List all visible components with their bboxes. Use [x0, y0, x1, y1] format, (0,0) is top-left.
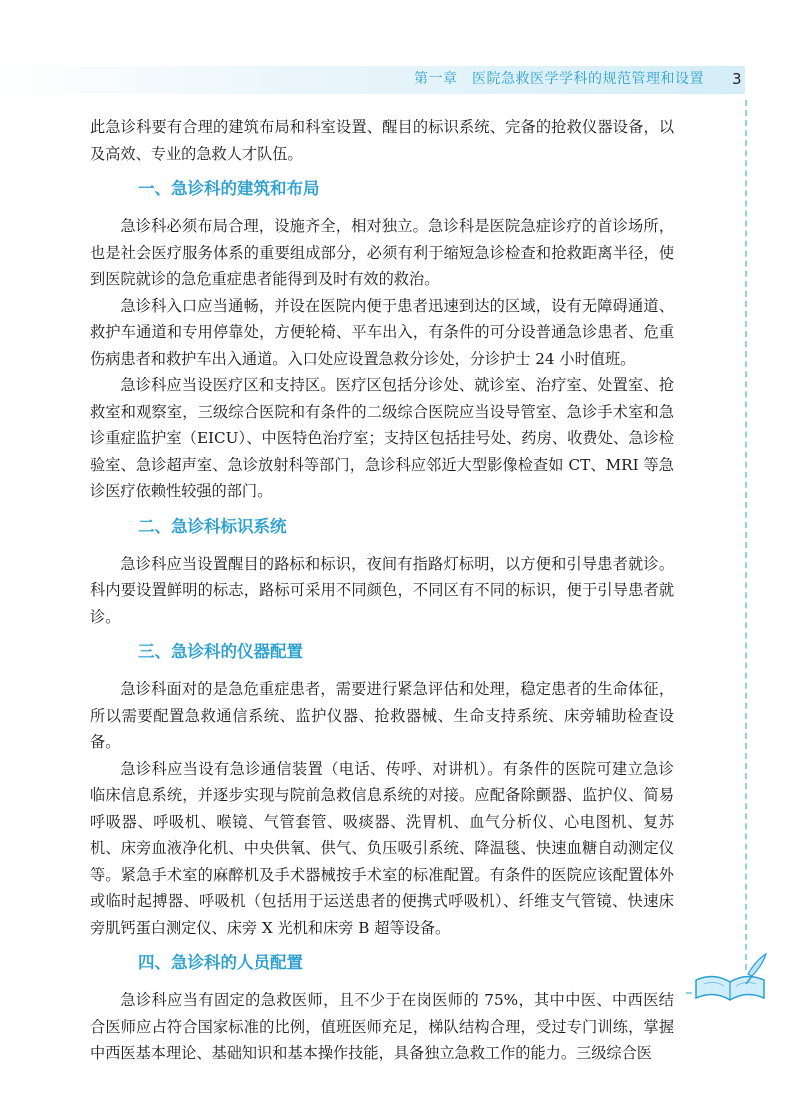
paragraph: 急诊科入口应当通畅，并设在医院内便于患者迅速到达的区域，设有无障碍通道、救护车通道和专用停靠处，方便轮椅、平车出入，有条件的可分设普通急诊患者、危重伤病患者和救护车出入通道。入口处应设置急救分诊处，分诊护士 24 小时值班。: [90, 296, 674, 368]
intro-paragraph: 此急诊科要有合理的建筑布局和科室设置、醒目的标识系统、完备的抢救仪器设备，以及高效、专业的急救人才队伍。: [90, 118, 674, 163]
page-number: 3: [732, 70, 742, 88]
paragraph: 急诊科应当设置醒目的路标和标识，夜间有指路灯标明，以方便和引导患者就诊。科内要设置鲜明的标志，路标可采用不同颜色，不同区有不同的标识，便于引导患者就诊。: [90, 554, 674, 626]
chapter-title: 第一章 医院急救医学学科的规范管理和设置: [414, 71, 704, 87]
section-heading: 四、急诊科的人员配置: [138, 953, 303, 972]
paragraph: 急诊科应当有固定的急救医师，且不少于在岗医师的 75%，其中中医、中西医结合医师应占符合国家标准的比例，值班医师充足，梯队结构合理，受过专门训练，掌握中西医基本理论、基础知识和基本操作技能，具备独立急救工作的能力。三级综合医: [90, 991, 674, 1062]
section-heading: 一、急诊科的建筑和布局: [138, 179, 320, 198]
paragraph: 急诊科必须布局合理，设施齐全，相对独立。急诊科是医院急症诊疗的首诊场所，也是社会医疗服务体系的重要组成部分，必须有利于缩短急诊检查和抢救距离半径，使到医院就诊的急危重症患者能得到及时有效的救治。: [90, 217, 674, 288]
section-heading: 三、急诊科的仪器配置: [138, 642, 303, 661]
section-heading: 二、急诊科标识系统: [138, 516, 287, 536]
paragraph: 急诊科面对的是急危重症患者，需要进行紧急评估和处理，稳定患者的生命体征，所以需要配置急救通信系统、监护仪器、抢救器械、生命支持系统、床旁辅助检查设备。: [90, 680, 674, 751]
margin-dashed-line: [745, 100, 747, 970]
book-quill-icon: [690, 952, 770, 1004]
paragraph: 急诊科应当设医疗区和支持区。医疗区包括分诊处、就诊室、治疗室、处置室、抢救室和观察室，三级综合医院和有条件的二级综合医院应当设导管室、急诊手术室和急诊重症监护室（EICU）、中医特色治疗室；支持区包括挂号处、药房、收费处、急诊检验室、急诊超声室、急诊放射科等部门，急诊科应邻近大型影像检查如 CT、MRI 等急诊医疗依赖性较强的部门。: [90, 376, 674, 500]
paragraph: 急诊科应当设有急诊通信装置（电话、传呼、对讲机）。有条件的医院可建立急诊临床信息系统，并逐步实现与院前急救信息系统的对接。应配备除颤器、监护仪、简易呼吸器、呼吸机、喉镜、气管套管、吸痰器、洗胃机、血气分析仪、心电图机、复苏机、床旁血液净化机、中央供氧、供气、负压吸引系统、降温毯、快速血糖自动测定仪等。紧急手术室的麻醉机及手术器械按手术室的标准配置。有条件的医院应该配置体外或临时起搏器、呼吸机（包括用于运送患者的便携式呼吸机）、纤维支气管镜、快速床旁肌钙蛋白测定仪、床旁 X 光机和床旁 B 超等设备。: [90, 759, 674, 937]
page-body: [90, 114, 674, 1067]
